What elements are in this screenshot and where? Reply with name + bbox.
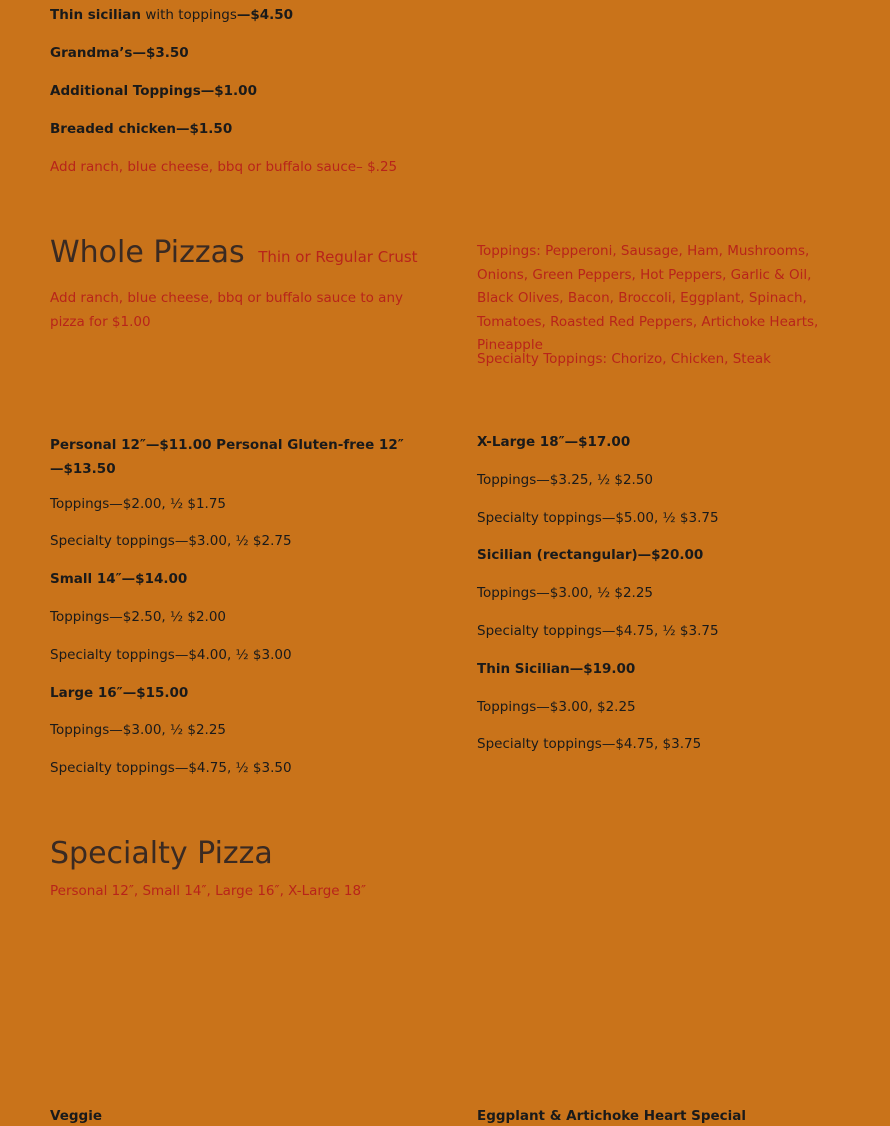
size-toppings-personal: Toppings—$2.00, ½ $1.75 bbox=[50, 496, 227, 512]
size-toppings-sicilian: Toppings—$3.00, ½ $2.25 bbox=[477, 585, 654, 601]
item-modifier: with toppings bbox=[141, 7, 237, 23]
item-price: —$4.50 bbox=[236, 7, 294, 23]
item-name: Thin sicilian bbox=[50, 7, 142, 23]
size-heading-thin-sicilian: Thin Sicilian—$19.00 bbox=[477, 661, 636, 677]
section-title-specialty-pizza: Specialty Pizza bbox=[50, 836, 273, 871]
size-specialty-xlarge: Specialty toppings—$5.00, ½ $3.75 bbox=[477, 510, 719, 526]
toppings-list: Toppings: Pepperoni, Sausage, Ham, Mushrooms, Onions, Green Peppers, Hot Peppers, Garlic & Oil, Black Olives, Bacon, Broccoli, Eggplant, Spinach, Tomatoes, Roasted Red Peppers, Artichoke Hearts, Pineapple bbox=[477, 243, 819, 354]
size-specialty-sicilian: Specialty toppings—$4.75, ½ $3.75 bbox=[477, 623, 719, 639]
size-toppings-large: Toppings—$3.00, ½ $2.25 bbox=[50, 722, 227, 738]
size-specialty-small: Specialty toppings—$4.00, ½ $3.00 bbox=[50, 647, 292, 663]
section-subtitle: Thin or Regular Crust bbox=[258, 248, 418, 266]
menu-item-thin-sicilian bbox=[50, 6, 293, 25]
specialty-toppings-list: Specialty Toppings: Chorizo, Chicken, Steak bbox=[477, 351, 771, 367]
size-specialty-thin-sicilian: Specialty toppings—$4.75, $3.75 bbox=[477, 736, 702, 752]
size-specialty-large: Specialty toppings—$4.75, ½ $3.50 bbox=[50, 760, 292, 776]
size-toppings-xlarge: Toppings—$3.25, ½ $2.50 bbox=[477, 472, 654, 488]
specialty-sizes: Personal 12″, Small 14″, Large 16″, X-Large 18″ bbox=[50, 883, 367, 899]
sauce-note: Add ranch, blue cheese, bbq or buffalo sauce– $.25 bbox=[50, 159, 398, 175]
size-heading-large: Large 16″—$15.00 bbox=[50, 685, 189, 701]
menu-item-additional-toppings: Additional Toppings—$1.00 bbox=[50, 83, 257, 99]
specialty-item-veggie: Veggie bbox=[50, 1108, 102, 1124]
size-heading-small: Small 14″—$14.00 bbox=[50, 571, 188, 587]
section-title-whole-pizzas bbox=[50, 236, 418, 274]
size-toppings-small: Toppings—$2.50, ½ $2.00 bbox=[50, 609, 227, 625]
specialty-item-eggplant-artichoke: Eggplant & Artichoke Heart Special bbox=[477, 1108, 747, 1124]
size-heading-sicilian: Sicilian (rectangular)—$20.00 bbox=[477, 547, 704, 563]
whole-pizza-sauce-note: Add ranch, blue cheese, bbq or buffalo sauce to any pizza for $1.00 bbox=[50, 290, 403, 330]
size-heading-personal: Personal 12″—$11.00 Personal Gluten-free 12″—$13.50 bbox=[50, 437, 404, 477]
size-heading-xlarge: X-Large 18″—$17.00 bbox=[477, 434, 631, 450]
section-title-text: Whole Pizzas bbox=[50, 235, 245, 270]
size-toppings-thin-sicilian: Toppings—$3.00, $2.25 bbox=[477, 699, 636, 715]
menu-item-breaded-chicken: Breaded chicken—$1.50 bbox=[50, 121, 233, 137]
size-specialty-personal: Specialty toppings—$3.00, ½ $2.75 bbox=[50, 533, 292, 549]
menu-item-grandmas: Grandma’s—$3.50 bbox=[50, 45, 189, 61]
